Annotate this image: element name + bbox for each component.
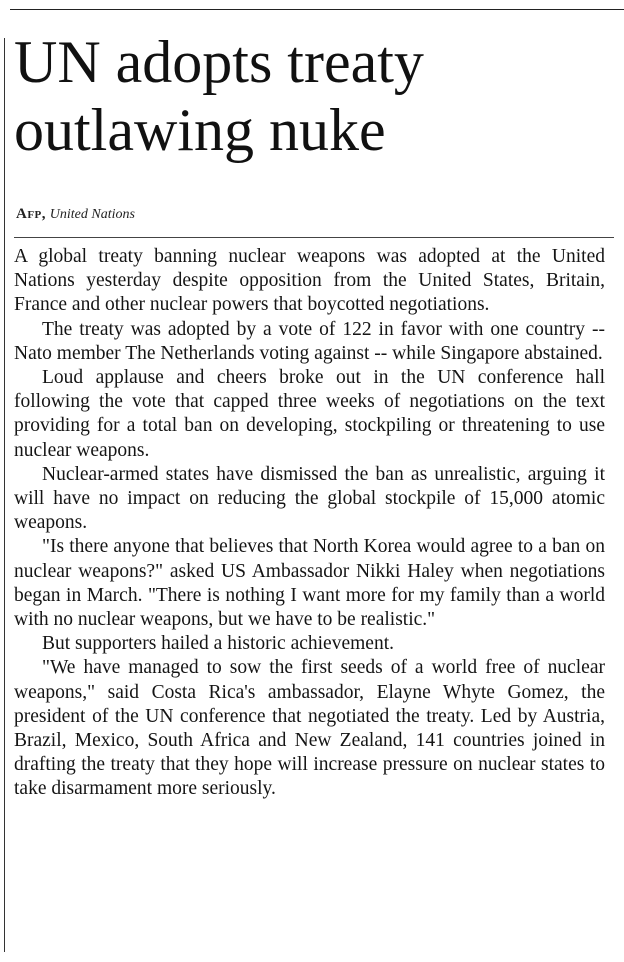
byline-place: United Nations bbox=[49, 207, 135, 222]
headline: UN adopts treaty outlawing nuke bbox=[14, 29, 424, 163]
top-rule bbox=[10, 9, 624, 10]
byline bbox=[16, 204, 135, 225]
paragraph-5: "Is there anyone that believes that North Korea would agree to a ban on nuclear weapons?" asked US Ambassador Nikki Haley when negotiations began in March. "There is nothing I want more for my family than a world with no nuclear weapons, but we have to be realistic." bbox=[14, 536, 605, 631]
column-rule bbox=[4, 38, 5, 952]
paragraph-7: "We have managed to sow the first seeds of a world free of nuclear weapons," said Costa Rica's ambassador, Elayne Whyte Gomez, the president of the UN conference that negotiated the treaty. Led by Austria, Brazil, Mexico, South Africa and New Zealand, 141 countries joined in drafting the treaty that they hope will increase pressure on nuclear states to take disarmament more seriously. bbox=[14, 657, 605, 800]
byline-agency: Afp, bbox=[16, 206, 47, 222]
paragraph-6: But supporters hailed a historic achievement. bbox=[42, 633, 394, 655]
paragraph-1: A global treaty banning nuclear weapons was adopted at the United Nations yesterday despite opposition from the United States, Britain, France and other nuclear powers that boycotted negotiations. bbox=[14, 246, 605, 316]
paragraph-4: Nuclear-armed states have dismissed the ban as unrealistic, arguing it will have no impact on reducing the global stockpile of 15,000 atomic weapons. bbox=[14, 463, 605, 534]
byline-divider bbox=[14, 237, 614, 238]
article-body bbox=[14, 245, 605, 802]
paragraph-3: Loud applause and cheers broke out in the UN conference hall following the vote that capped three weeks of negotiations on the text providing for a total ban on developing, stockpiling or threatening to use nuclear weapons. bbox=[14, 367, 605, 461]
paragraph-2: The treaty was adopted by a vote of 122 in favor with one country -- Nato member The Netherlands voting against -- while Singapore abstained. bbox=[14, 318, 605, 364]
